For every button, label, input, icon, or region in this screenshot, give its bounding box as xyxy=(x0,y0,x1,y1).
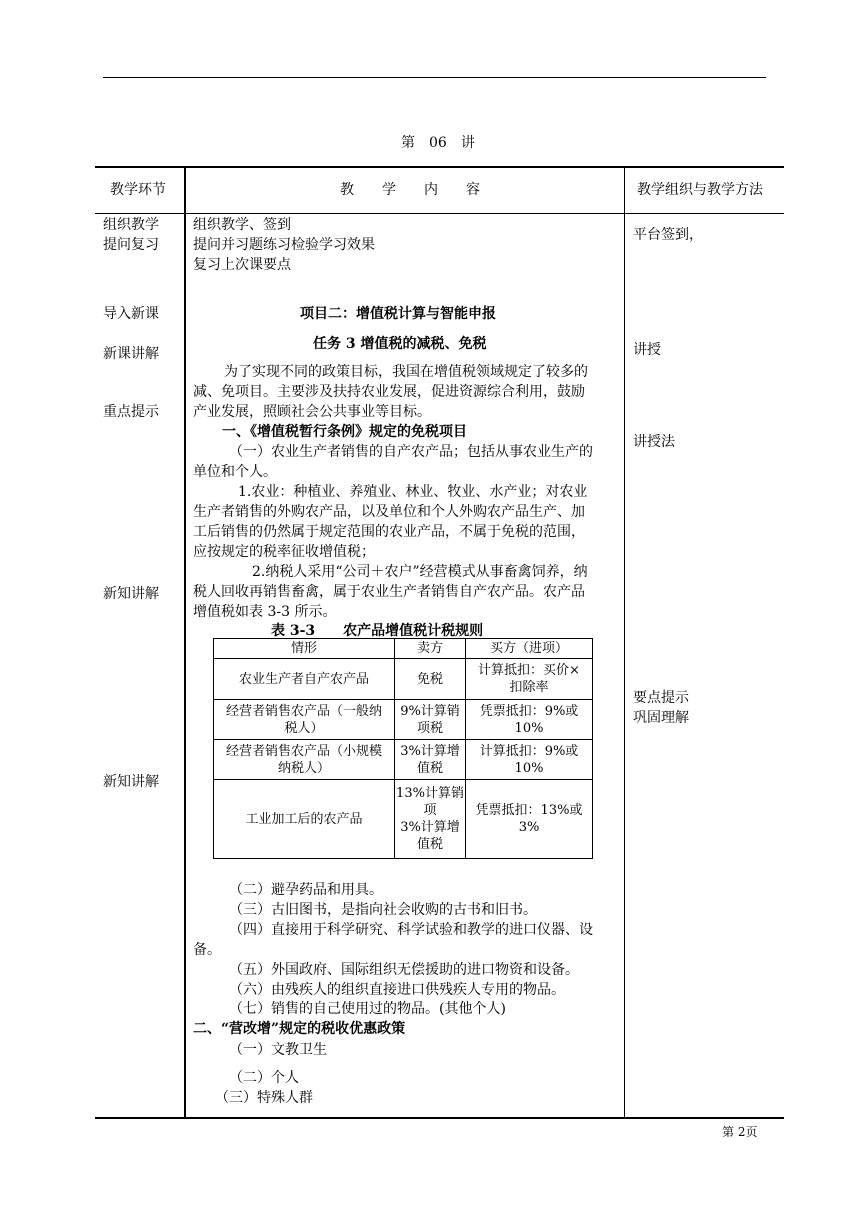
table-row xyxy=(214,700,593,740)
cell-line: 税人） xyxy=(284,720,324,736)
table-cell xyxy=(395,780,466,859)
table-caption: 表 3-3 农产品增值税计税规则 xyxy=(271,623,484,639)
table-cell: 凭票抵扣：13%或 3% xyxy=(466,780,593,859)
item-line: （一）文教卫生 xyxy=(229,1042,327,1058)
table-header-cell: 买方（进项） xyxy=(466,639,593,659)
paragraph-line: 为了实现不同的政策目标，我国在增值税领域规定了较多的 xyxy=(224,364,588,380)
method-label: 讲授 xyxy=(633,342,661,358)
table-cell xyxy=(214,740,395,780)
cell-line: 经营者销售农产品（一般纳 xyxy=(225,703,382,719)
project-title: 项目二：增值税计算与智能申报 xyxy=(300,306,496,322)
method-label: 巩固理解 xyxy=(633,710,689,726)
table-row xyxy=(214,659,593,700)
cell-line: 纳税人） xyxy=(277,760,330,776)
page-number: 第 2页 xyxy=(722,1125,758,1139)
item-line: 1.农业：种植业、养殖业、林业、牧业、水产业；对农业 xyxy=(238,484,588,500)
item-line: （七）销售的自己使用过的物品。(其他个人) xyxy=(229,1001,506,1017)
item-line: 税人回收再销售畜禽，属于农业生产者销售自产农产品。农产品 xyxy=(193,584,585,600)
cell-line: 扣除率 xyxy=(509,680,549,695)
column-divider-right xyxy=(624,166,625,1118)
cell-line: 经营者销售农产品（小规模 xyxy=(225,743,382,759)
table-cell: 工业加工后的农产品 xyxy=(214,780,395,859)
table-row xyxy=(214,740,593,780)
item-line: 工后销售的仍然属于规定范围的农业产品，不属于免税的范围， xyxy=(193,524,585,540)
column-header-content: 教 学 内 容 xyxy=(340,182,480,198)
table-top-border xyxy=(95,166,784,168)
lecture-title: 第 06 讲 xyxy=(401,135,475,151)
cell-line: 项税 xyxy=(416,720,443,736)
stage-label: 导入新课 xyxy=(103,306,159,322)
table-bottom-border xyxy=(95,1117,784,1119)
table-cell: 凭票抵扣：9%或 10% xyxy=(466,700,593,740)
stage-label: 组织教学 xyxy=(103,217,159,233)
paragraph-line: 减、免项目。主要涉及扶持农业发展，促进资源综合利用，鼓励 xyxy=(193,384,585,400)
cell-line: 9%计算销 xyxy=(400,703,460,719)
stage-label: 新知讲解 xyxy=(103,774,159,790)
item-line: （六）由残疾人的组织直接进口供残疾人专用的物品。 xyxy=(229,982,565,998)
paragraph-line: 产业发展，照顾社会公共事业等目标。 xyxy=(193,404,431,420)
table-cell: 计算抵扣：9%或 10% xyxy=(466,740,593,780)
cell-line: 值税 xyxy=(416,760,443,776)
table-header-cell: 卖方 xyxy=(395,639,466,659)
section-2-title: 二、“营改增”规定的税收优惠政策 xyxy=(193,1021,406,1037)
method-label: 要点提示 xyxy=(633,690,689,706)
method-label: 讲授法 xyxy=(633,434,675,450)
cell-line: 13%计算销 xyxy=(396,786,464,801)
column-header-method: 教学组织与教学方法 xyxy=(637,182,763,198)
table-cell: 农业生产者自产农产品 xyxy=(214,659,395,700)
item-line: 应按规定的税率征收增值税； xyxy=(193,544,375,560)
tax-rules-table xyxy=(213,638,593,859)
table-header-cell: 情形 xyxy=(214,639,395,659)
table-header-border xyxy=(95,213,784,214)
item-line: （三）古旧图书，是指向社会收购的古书和旧书。 xyxy=(229,902,537,918)
item-line: （一）农业生产者销售的自产农产品；包括从事农业生产的 xyxy=(229,444,593,460)
stage-label: 重点提示 xyxy=(103,404,159,420)
table-row xyxy=(214,780,593,859)
stage-label: 新课讲解 xyxy=(103,346,159,362)
table-cell xyxy=(395,700,466,740)
section-1-title: 一、《增值税暂行条例》规定的免税项目 xyxy=(222,424,467,440)
item-line: （三）特殊人群 xyxy=(215,1090,313,1106)
cell-line: 3%计算增 xyxy=(400,743,460,759)
header-rule xyxy=(103,77,766,78)
cell-line: 项 xyxy=(423,803,437,818)
item-line: （二）个人 xyxy=(229,1070,299,1086)
item-line: （五）外国政府、国际组织无偿援助的进口物资和设备。 xyxy=(229,962,579,978)
item-line: 单位和个人。 xyxy=(193,464,277,480)
table-cell xyxy=(466,659,593,700)
cell-line: 3%计算增 xyxy=(400,820,460,835)
table-cell: 免税 xyxy=(395,659,466,700)
item-line: 增值税如表 3-3 所示。 xyxy=(193,604,337,620)
method-label: 平台签到， xyxy=(633,227,703,243)
task-title: 任务 3 增值税的减税、免税 xyxy=(313,336,487,352)
column-header-stage: 教学环节 xyxy=(110,182,166,198)
cell-line: 计算抵扣：买价× xyxy=(478,663,580,678)
intro-line: 提问并习题练习检验学习效果 xyxy=(193,237,375,253)
table-header-row xyxy=(214,639,593,659)
item-line: 2.纳税人采用“公司＋农户”经营模式从事畜禽饲养，纳 xyxy=(252,564,588,580)
item-line: 生产者销售的外购农产品，以及单位和个人外购农产品生产、加 xyxy=(193,504,585,520)
cell-line: 值税 xyxy=(416,837,443,852)
intro-line: 复习上次课要点 xyxy=(193,257,291,273)
column-divider-left xyxy=(184,166,186,1118)
intro-line: 组织教学、签到 xyxy=(193,217,291,233)
stage-label: 提问复习 xyxy=(103,237,159,253)
item-line: （二）避孕药品和用具。 xyxy=(229,882,383,898)
table-cell xyxy=(395,740,466,780)
item-line: （四）直接用于科学研究、科学试验和教学的进口仪器、设 xyxy=(229,922,593,938)
table-cell xyxy=(214,700,395,740)
item-line: 备。 xyxy=(193,942,221,958)
stage-label: 新知讲解 xyxy=(103,586,159,602)
